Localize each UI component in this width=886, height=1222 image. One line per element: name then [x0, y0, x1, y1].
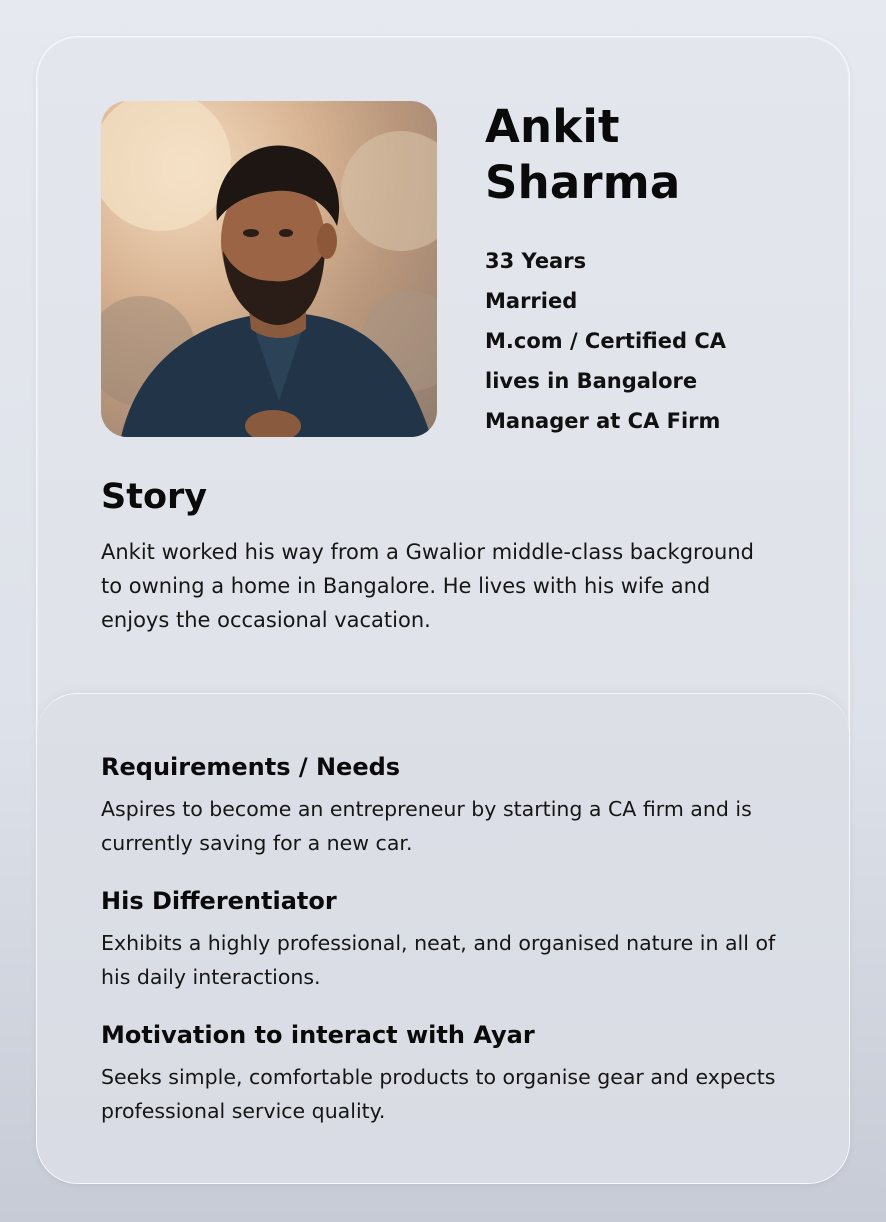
profile-photo	[101, 101, 437, 437]
fact-occupation: Manager at CA Firm	[485, 409, 721, 433]
requirements-heading: Requirements / Needs	[101, 753, 401, 781]
differentiator-heading: His Differentiator	[101, 887, 337, 915]
fact-marital-status: Married	[485, 289, 578, 313]
story-text: Ankit worked his way from a Gwalior middle-class background to owning a home in Bangalore. He lives with his wife and enjoys the occasional vacation.	[101, 540, 755, 632]
motivation-text: Seeks simple, comfortable products to organise gear and expects professional service quality.	[101, 1065, 776, 1123]
fact-location: lives in Bangalore	[485, 369, 698, 393]
fact-education: M.com / Certified CA	[485, 329, 726, 353]
persona-card	[36, 36, 850, 1184]
details-panel	[37, 693, 849, 1184]
persona-name: Ankit Sharma	[485, 100, 681, 209]
story-heading: Story	[101, 477, 208, 517]
fact-age: 33 Years	[485, 249, 587, 273]
motivation-heading: Motivation to interact with Ayar	[101, 1021, 535, 1049]
persona-facts	[485, 241, 726, 441]
differentiator-text: Exhibits a highly professional, neat, and organised nature in all of his daily interactions.	[101, 931, 776, 989]
requirements-text: Aspires to become an entrepreneur by starting a CA firm and is currently saving for a new car.	[101, 797, 752, 855]
